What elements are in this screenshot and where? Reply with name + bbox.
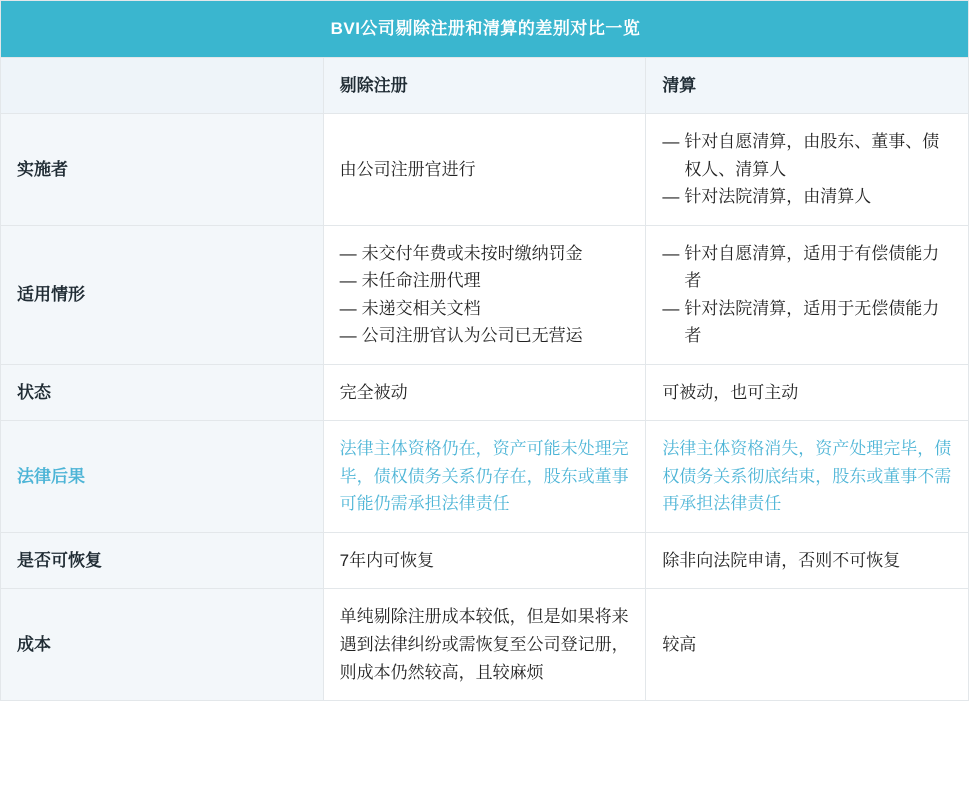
- row-label: 实施者: [1, 114, 324, 226]
- cell-striking-off: [323, 114, 646, 226]
- cell-line: 较高: [662, 634, 697, 654]
- column-header-liquidation: 清算: [646, 57, 969, 114]
- row-label: 成本: [1, 589, 324, 701]
- dash-list: [662, 240, 954, 350]
- table-row: [1, 532, 969, 589]
- cell-liquidation: [646, 532, 969, 589]
- table-row-legal-consequence: [1, 421, 969, 533]
- cell-striking-off: [323, 225, 646, 364]
- table-header-row: [1, 57, 969, 114]
- cell-line: 法律主体资格消失，资产处理完毕，债权债务关系彻底结束，股东或董事不需再承担法律责任: [662, 439, 952, 514]
- table-row: [1, 225, 969, 364]
- dash-list: [662, 128, 954, 211]
- cell-liquidation: [646, 589, 969, 701]
- table-body: [1, 1, 969, 701]
- row-label: 法律后果: [1, 421, 324, 533]
- cell-line: 完全被动: [339, 382, 408, 402]
- cell-striking-off: [323, 421, 646, 533]
- cell-line: — 针对自愿清算，由股东、董事、债权人、清算人: [662, 128, 954, 183]
- column-header-striking-off: 剔除注册: [323, 57, 646, 114]
- cell-striking-off: [323, 364, 646, 421]
- cell-striking-off: [323, 532, 646, 589]
- table-row: [1, 364, 969, 421]
- cell-line: — 针对法院清算，适用于无偿债能力者: [662, 295, 954, 350]
- table-row: [1, 589, 969, 701]
- cell-line: 可被动，也可主动: [662, 382, 799, 402]
- column-header-blank: [1, 57, 324, 114]
- row-label: 是否可恢复: [1, 532, 324, 589]
- row-label: 适用情形: [1, 225, 324, 364]
- table-title-row: [1, 1, 969, 58]
- cell-striking-off: [323, 589, 646, 701]
- cell-line: — 针对自愿清算，适用于有偿债能力者: [662, 240, 954, 295]
- cell-liquidation: [646, 421, 969, 533]
- cell-liquidation: [646, 114, 969, 226]
- row-label: 状态: [1, 364, 324, 421]
- cell-line: 7年内可恢复: [339, 550, 435, 570]
- cell-line: — 针对法院清算，由清算人: [662, 183, 954, 211]
- dash-list: [340, 240, 632, 350]
- cell-line: — 未任命注册代理: [340, 267, 632, 295]
- cell-liquidation: [646, 364, 969, 421]
- cell-line: 由公司注册官进行: [339, 159, 476, 179]
- cell-liquidation: [646, 225, 969, 364]
- cell-line: — 未交付年费或未按时缴纳罚金: [340, 240, 632, 268]
- cell-line: — 公司注册官认为公司已无营运: [340, 322, 632, 350]
- table-row: [1, 114, 969, 226]
- cell-line: — 未递交相关文档: [340, 295, 632, 323]
- cell-line: 除非向法院申请，否则不可恢复: [662, 550, 901, 570]
- cell-line: 法律主体资格仍在，资产可能未处理完毕，债权债务关系仍存在，股东或董事可能仍需承担法律责任: [339, 439, 629, 514]
- cell-line: 单纯剔除注册成本较低，但是如果将来遇到法律纠纷或需恢复至公司登记册，则成本仍然较高，且较麻烦: [339, 607, 629, 682]
- page-title: BVI公司剔除注册和清算的差别对比一览: [1, 1, 969, 58]
